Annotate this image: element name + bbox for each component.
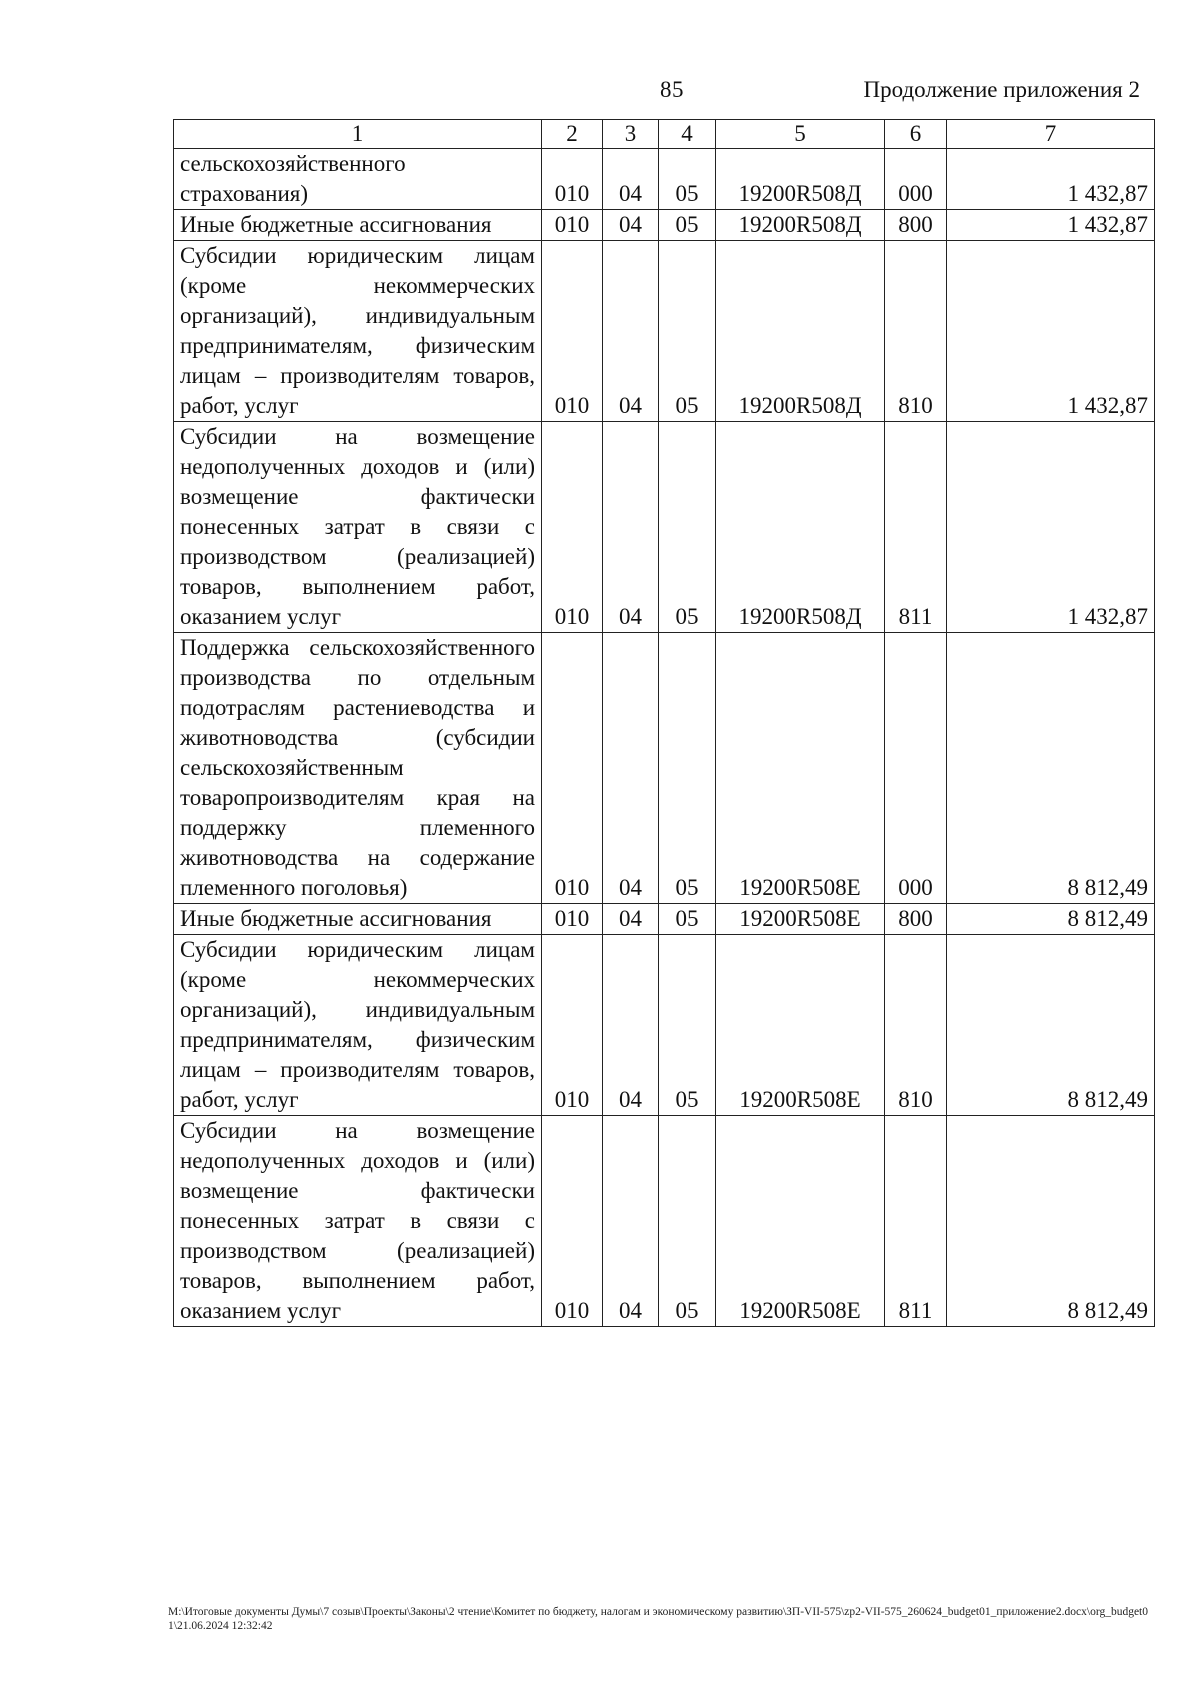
ministry-code: 010 — [542, 633, 603, 904]
section-code: 04 — [603, 633, 659, 904]
expense-name: сельскохозяйственного страхования) — [174, 149, 542, 210]
subsection-code: 05 — [659, 422, 716, 633]
subsection-code: 05 — [659, 633, 716, 904]
expense-type-code: 000 — [885, 149, 947, 210]
expense-name: Субсидии юридическим лицам (кроме некоммерческих организаций), индивидуальным предпринимателям, физическим лицам – производителям товаров, работ, услуг — [174, 935, 542, 1116]
expense-name: Иные бюджетные ассигнования — [174, 904, 542, 935]
table-row — [174, 241, 1155, 422]
expense-type-code: 000 — [885, 633, 947, 904]
expense-type-code: 811 — [885, 422, 947, 633]
ministry-code: 010 — [542, 149, 603, 210]
expense-type-code: 810 — [885, 241, 947, 422]
section-code: 04 — [603, 422, 659, 633]
subsection-code: 05 — [659, 241, 716, 422]
amount: 8 812,49 — [947, 904, 1155, 935]
target-article-code: 19200R508Е — [716, 1116, 885, 1327]
section-code: 04 — [603, 1116, 659, 1327]
section-code: 04 — [603, 935, 659, 1116]
target-article-code: 19200R508Д — [716, 149, 885, 210]
amount: 8 812,49 — [947, 633, 1155, 904]
expense-type-code: 800 — [885, 904, 947, 935]
amount: 1 432,87 — [947, 422, 1155, 633]
subsection-code: 05 — [659, 1116, 716, 1327]
amount: 1 432,87 — [947, 149, 1155, 210]
ministry-code: 010 — [542, 210, 603, 241]
budget-table — [173, 119, 1155, 1327]
column-header: 3 — [603, 120, 659, 149]
column-header: 1 — [174, 120, 542, 149]
target-article-code: 19200R508Д — [716, 241, 885, 422]
target-article-code: 19200R508Д — [716, 210, 885, 241]
table-header-row — [174, 120, 1155, 149]
column-header: 7 — [947, 120, 1155, 149]
table-row — [174, 1116, 1155, 1327]
continuation-heading: Продолжение приложения 2 — [863, 77, 1140, 102]
document-file-path: М:\Итоговые документы Думы\7 созыв\Проекты\Законы\2 чтение\Комитет по бюджету, налогам и экономическому развитию\ЗП-VII-575\zp2-VII-575_260624_budget01_приложение2.docx\org_budget01\21.06.2024 12:32:42 — [168, 1606, 1148, 1632]
table-row — [174, 422, 1155, 633]
subsection-code: 05 — [659, 904, 716, 935]
ministry-code: 010 — [542, 1116, 603, 1327]
target-article-code: 19200R508Е — [716, 633, 885, 904]
expense-type-code: 800 — [885, 210, 947, 241]
expense-name: Субсидии на возмещение недополученных доходов и (или) возмещение фактически понесенных затрат в связи с производством (реализацией) товаров, выполнением работ, оказанием услуг — [174, 422, 542, 633]
expense-name: Иные бюджетные ассигнования — [174, 210, 542, 241]
expense-type-code: 811 — [885, 1116, 947, 1327]
section-code: 04 — [603, 904, 659, 935]
table-row — [174, 210, 1155, 241]
ministry-code: 010 — [542, 904, 603, 935]
amount: 1 432,87 — [947, 210, 1155, 241]
ministry-code: 010 — [542, 241, 603, 422]
table-row — [174, 633, 1155, 904]
table-row — [174, 904, 1155, 935]
target-article-code: 19200R508Е — [716, 904, 885, 935]
page-number: 85 — [660, 77, 684, 102]
expense-name: Субсидии юридическим лицам (кроме некоммерческих организаций), индивидуальным предпринимателям, физическим лицам – производителям товаров, работ, услуг — [174, 241, 542, 422]
column-header: 4 — [659, 120, 716, 149]
table-row — [174, 149, 1155, 210]
column-header: 2 — [542, 120, 603, 149]
ministry-code: 010 — [542, 935, 603, 1116]
amount: 8 812,49 — [947, 1116, 1155, 1327]
column-header: 5 — [716, 120, 885, 149]
column-header: 6 — [885, 120, 947, 149]
amount: 8 812,49 — [947, 935, 1155, 1116]
subsection-code: 05 — [659, 935, 716, 1116]
target-article-code: 19200R508Д — [716, 422, 885, 633]
amount: 1 432,87 — [947, 241, 1155, 422]
ministry-code: 010 — [542, 422, 603, 633]
expense-name: Субсидии на возмещение недополученных доходов и (или) возмещение фактически понесенных затрат в связи с производством (реализацией) товаров, выполнением работ, оказанием услуг — [174, 1116, 542, 1327]
section-code: 04 — [603, 149, 659, 210]
section-code: 04 — [603, 241, 659, 422]
expense-type-code: 810 — [885, 935, 947, 1116]
subsection-code: 05 — [659, 149, 716, 210]
table-row — [174, 935, 1155, 1116]
expense-name: Поддержка сельскохозяйственного производства по отдельным подотраслям растениеводства и животноводства (субсидии сельскохозяйственным товаропроизводителям края на поддержку племенного животноводства на содержание племенного поголовья) — [174, 633, 542, 904]
target-article-code: 19200R508Е — [716, 935, 885, 1116]
section-code: 04 — [603, 210, 659, 241]
subsection-code: 05 — [659, 210, 716, 241]
